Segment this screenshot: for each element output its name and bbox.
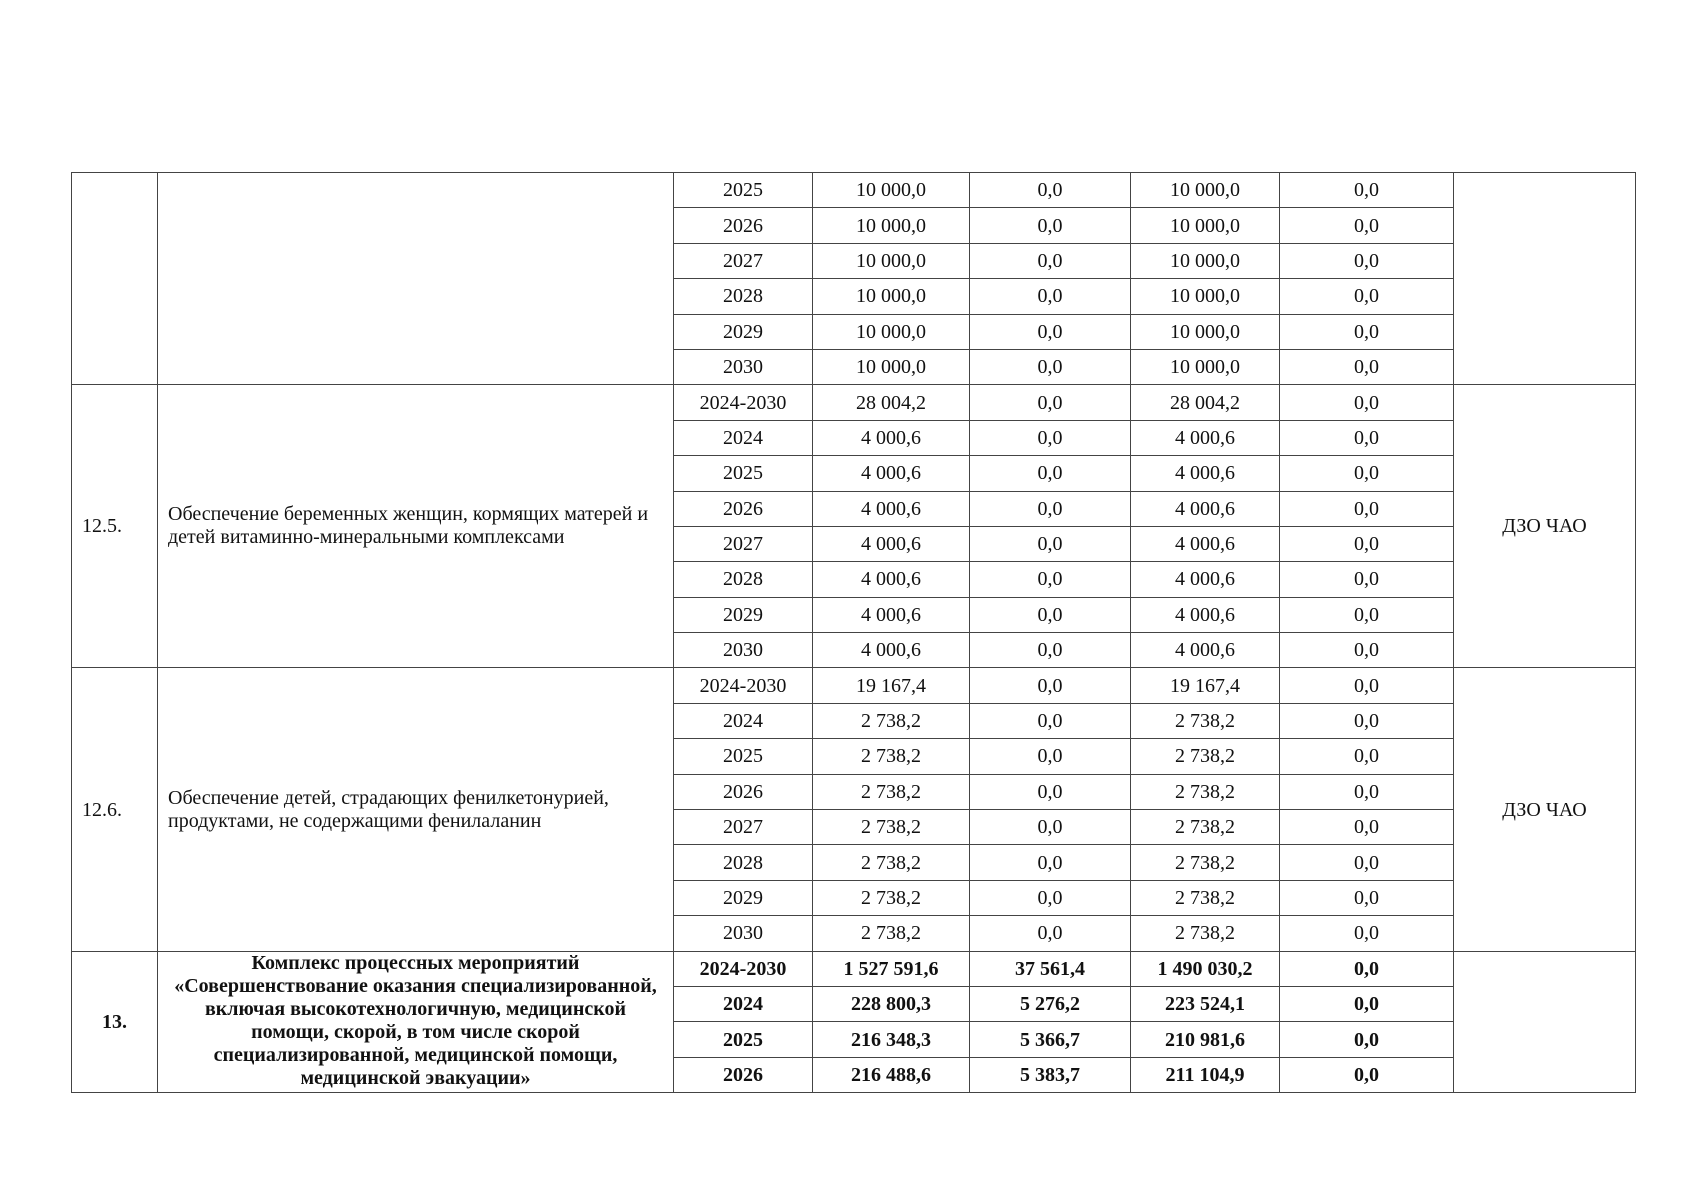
federal-budget-cell: 0,0 bbox=[970, 208, 1131, 243]
other-sources-cell: 0,0 bbox=[1280, 703, 1454, 738]
executor-cell: ДЗО ЧАО bbox=[1454, 385, 1636, 668]
regional-budget-cell: 4 000,6 bbox=[1131, 633, 1280, 668]
total-cell: 4 000,6 bbox=[813, 597, 970, 632]
total-cell: 4 000,6 bbox=[813, 633, 970, 668]
total-cell: 10 000,0 bbox=[813, 314, 970, 349]
other-sources-cell: 0,0 bbox=[1280, 173, 1454, 208]
period-cell: 2030 bbox=[674, 916, 813, 951]
regional-budget-cell: 10 000,0 bbox=[1131, 279, 1280, 314]
total-cell: 228 800,3 bbox=[813, 986, 970, 1021]
other-sources-cell: 0,0 bbox=[1280, 845, 1454, 880]
total-cell: 216 488,6 bbox=[813, 1057, 970, 1092]
other-sources-cell: 0,0 bbox=[1280, 208, 1454, 243]
total-cell: 10 000,0 bbox=[813, 173, 970, 208]
total-cell: 4 000,6 bbox=[813, 526, 970, 561]
period-cell: 2024-2030 bbox=[674, 951, 813, 986]
total-cell: 10 000,0 bbox=[813, 208, 970, 243]
regional-budget-cell: 2 738,2 bbox=[1131, 880, 1280, 915]
other-sources-cell: 0,0 bbox=[1280, 243, 1454, 278]
other-sources-cell: 0,0 bbox=[1280, 880, 1454, 915]
regional-budget-cell: 2 738,2 bbox=[1131, 845, 1280, 880]
total-cell: 2 738,2 bbox=[813, 739, 970, 774]
regional-budget-cell: 10 000,0 bbox=[1131, 173, 1280, 208]
table-row bbox=[72, 173, 1636, 208]
total-cell: 2 738,2 bbox=[813, 845, 970, 880]
federal-budget-cell: 0,0 bbox=[970, 349, 1131, 384]
federal-budget-cell: 0,0 bbox=[970, 420, 1131, 455]
period-cell: 2025 bbox=[674, 456, 813, 491]
other-sources-cell: 0,0 bbox=[1280, 597, 1454, 632]
federal-budget-cell: 0,0 bbox=[970, 810, 1131, 845]
item-number-cell: 12.5. bbox=[72, 385, 158, 668]
regional-budget-cell: 10 000,0 bbox=[1131, 314, 1280, 349]
total-cell: 216 348,3 bbox=[813, 1022, 970, 1057]
regional-budget-cell: 2 738,2 bbox=[1131, 703, 1280, 738]
other-sources-cell: 0,0 bbox=[1280, 526, 1454, 561]
other-sources-cell: 0,0 bbox=[1280, 1057, 1454, 1092]
total-cell: 2 738,2 bbox=[813, 810, 970, 845]
period-cell: 2026 bbox=[674, 208, 813, 243]
federal-budget-cell: 5 366,7 bbox=[970, 1022, 1131, 1057]
other-sources-cell: 0,0 bbox=[1280, 456, 1454, 491]
federal-budget-cell: 0,0 bbox=[970, 491, 1131, 526]
regional-budget-cell: 1 490 030,2 bbox=[1131, 951, 1280, 986]
period-cell: 2025 bbox=[674, 1022, 813, 1057]
item-number-cell: 12.6. bbox=[72, 668, 158, 951]
other-sources-cell: 0,0 bbox=[1280, 1022, 1454, 1057]
period-cell: 2026 bbox=[674, 774, 813, 809]
total-cell: 2 738,2 bbox=[813, 703, 970, 738]
period-cell: 2024 bbox=[674, 420, 813, 455]
period-cell: 2025 bbox=[674, 739, 813, 774]
federal-budget-cell: 37 561,4 bbox=[970, 951, 1131, 986]
regional-budget-cell: 4 000,6 bbox=[1131, 420, 1280, 455]
executor-cell bbox=[1454, 173, 1636, 385]
period-cell: 2027 bbox=[674, 526, 813, 561]
other-sources-cell: 0,0 bbox=[1280, 562, 1454, 597]
federal-budget-cell: 0,0 bbox=[970, 243, 1131, 278]
period-cell: 2024-2030 bbox=[674, 668, 813, 703]
regional-budget-cell: 2 738,2 bbox=[1131, 810, 1280, 845]
federal-budget-cell: 0,0 bbox=[970, 526, 1131, 561]
table-row bbox=[72, 385, 1636, 420]
period-cell: 2026 bbox=[674, 1057, 813, 1092]
executor-cell: ДЗО ЧАО bbox=[1454, 668, 1636, 951]
period-cell: 2029 bbox=[674, 597, 813, 632]
budget-table-body bbox=[72, 173, 1636, 1093]
federal-budget-cell: 5 383,7 bbox=[970, 1057, 1131, 1092]
period-cell: 2028 bbox=[674, 845, 813, 880]
other-sources-cell: 0,0 bbox=[1280, 916, 1454, 951]
total-cell: 10 000,0 bbox=[813, 279, 970, 314]
total-cell: 2 738,2 bbox=[813, 880, 970, 915]
federal-budget-cell: 0,0 bbox=[970, 633, 1131, 668]
regional-budget-cell: 28 004,2 bbox=[1131, 385, 1280, 420]
period-cell: 2024 bbox=[674, 703, 813, 738]
federal-budget-cell: 0,0 bbox=[970, 279, 1131, 314]
other-sources-cell: 0,0 bbox=[1280, 668, 1454, 703]
item-name-cell bbox=[158, 173, 674, 385]
total-cell: 2 738,2 bbox=[813, 774, 970, 809]
total-cell: 19 167,4 bbox=[813, 668, 970, 703]
federal-budget-cell: 0,0 bbox=[970, 880, 1131, 915]
regional-budget-cell: 210 981,6 bbox=[1131, 1022, 1280, 1057]
other-sources-cell: 0,0 bbox=[1280, 633, 1454, 668]
regional-budget-cell: 10 000,0 bbox=[1131, 243, 1280, 278]
regional-budget-cell: 223 524,1 bbox=[1131, 986, 1280, 1021]
other-sources-cell: 0,0 bbox=[1280, 420, 1454, 455]
regional-budget-cell: 10 000,0 bbox=[1131, 349, 1280, 384]
total-cell: 10 000,0 bbox=[813, 243, 970, 278]
federal-budget-cell: 0,0 bbox=[970, 173, 1131, 208]
regional-budget-cell: 211 104,9 bbox=[1131, 1057, 1280, 1092]
total-cell: 4 000,6 bbox=[813, 420, 970, 455]
period-cell: 2024 bbox=[674, 986, 813, 1021]
budget-table bbox=[71, 172, 1636, 1093]
other-sources-cell: 0,0 bbox=[1280, 279, 1454, 314]
item-number-cell bbox=[72, 173, 158, 385]
regional-budget-cell: 2 738,2 bbox=[1131, 774, 1280, 809]
period-cell: 2029 bbox=[674, 880, 813, 915]
item-number-cell: 13. bbox=[72, 951, 158, 1093]
federal-budget-cell: 0,0 bbox=[970, 385, 1131, 420]
federal-budget-cell: 5 276,2 bbox=[970, 986, 1131, 1021]
other-sources-cell: 0,0 bbox=[1280, 774, 1454, 809]
period-cell: 2024-2030 bbox=[674, 385, 813, 420]
other-sources-cell: 0,0 bbox=[1280, 491, 1454, 526]
regional-budget-cell: 4 000,6 bbox=[1131, 456, 1280, 491]
regional-budget-cell: 4 000,6 bbox=[1131, 562, 1280, 597]
total-cell: 1 527 591,6 bbox=[813, 951, 970, 986]
executor-cell bbox=[1454, 951, 1636, 1093]
regional-budget-cell: 10 000,0 bbox=[1131, 208, 1280, 243]
regional-budget-cell: 2 738,2 bbox=[1131, 739, 1280, 774]
federal-budget-cell: 0,0 bbox=[970, 668, 1131, 703]
regional-budget-cell: 4 000,6 bbox=[1131, 597, 1280, 632]
total-cell: 10 000,0 bbox=[813, 349, 970, 384]
federal-budget-cell: 0,0 bbox=[970, 703, 1131, 738]
item-name-cell: Обеспечение детей, страдающих фенилкетонурией, продуктами, не содержащими фенилаланин bbox=[158, 668, 674, 951]
period-cell: 2027 bbox=[674, 810, 813, 845]
period-cell: 2028 bbox=[674, 562, 813, 597]
federal-budget-cell: 0,0 bbox=[970, 456, 1131, 491]
total-cell: 28 004,2 bbox=[813, 385, 970, 420]
other-sources-cell: 0,0 bbox=[1280, 986, 1454, 1021]
federal-budget-cell: 0,0 bbox=[970, 314, 1131, 349]
item-name-cell: Обеспечение беременных женщин, кормящих матерей и детей витаминно-минеральными комплексами bbox=[158, 385, 674, 668]
federal-budget-cell: 0,0 bbox=[970, 597, 1131, 632]
federal-budget-cell: 0,0 bbox=[970, 739, 1131, 774]
period-cell: 2027 bbox=[674, 243, 813, 278]
other-sources-cell: 0,0 bbox=[1280, 385, 1454, 420]
regional-budget-cell: 19 167,4 bbox=[1131, 668, 1280, 703]
other-sources-cell: 0,0 bbox=[1280, 314, 1454, 349]
other-sources-cell: 0,0 bbox=[1280, 349, 1454, 384]
regional-budget-cell: 4 000,6 bbox=[1131, 526, 1280, 561]
table-row bbox=[72, 951, 1636, 986]
period-cell: 2028 bbox=[674, 279, 813, 314]
period-cell: 2026 bbox=[674, 491, 813, 526]
period-cell: 2029 bbox=[674, 314, 813, 349]
regional-budget-cell: 2 738,2 bbox=[1131, 916, 1280, 951]
table-row bbox=[72, 668, 1636, 703]
total-cell: 4 000,6 bbox=[813, 491, 970, 526]
period-cell: 2025 bbox=[674, 173, 813, 208]
other-sources-cell: 0,0 bbox=[1280, 739, 1454, 774]
total-cell: 2 738,2 bbox=[813, 916, 970, 951]
other-sources-cell: 0,0 bbox=[1280, 810, 1454, 845]
other-sources-cell: 0,0 bbox=[1280, 951, 1454, 986]
period-cell: 2030 bbox=[674, 349, 813, 384]
total-cell: 4 000,6 bbox=[813, 562, 970, 597]
regional-budget-cell: 4 000,6 bbox=[1131, 491, 1280, 526]
total-cell: 4 000,6 bbox=[813, 456, 970, 491]
item-name-cell: Комплекс процессных мероприятий «Совершенствование оказания специализированной, включая высокотехнологичную, медицинской помощи, скорой, в том числе скорой специализированной, медицинской помощи, медицинской эвакуации» bbox=[158, 951, 674, 1093]
federal-budget-cell: 0,0 bbox=[970, 916, 1131, 951]
federal-budget-cell: 0,0 bbox=[970, 562, 1131, 597]
period-cell: 2030 bbox=[674, 633, 813, 668]
federal-budget-cell: 0,0 bbox=[970, 774, 1131, 809]
federal-budget-cell: 0,0 bbox=[970, 845, 1131, 880]
